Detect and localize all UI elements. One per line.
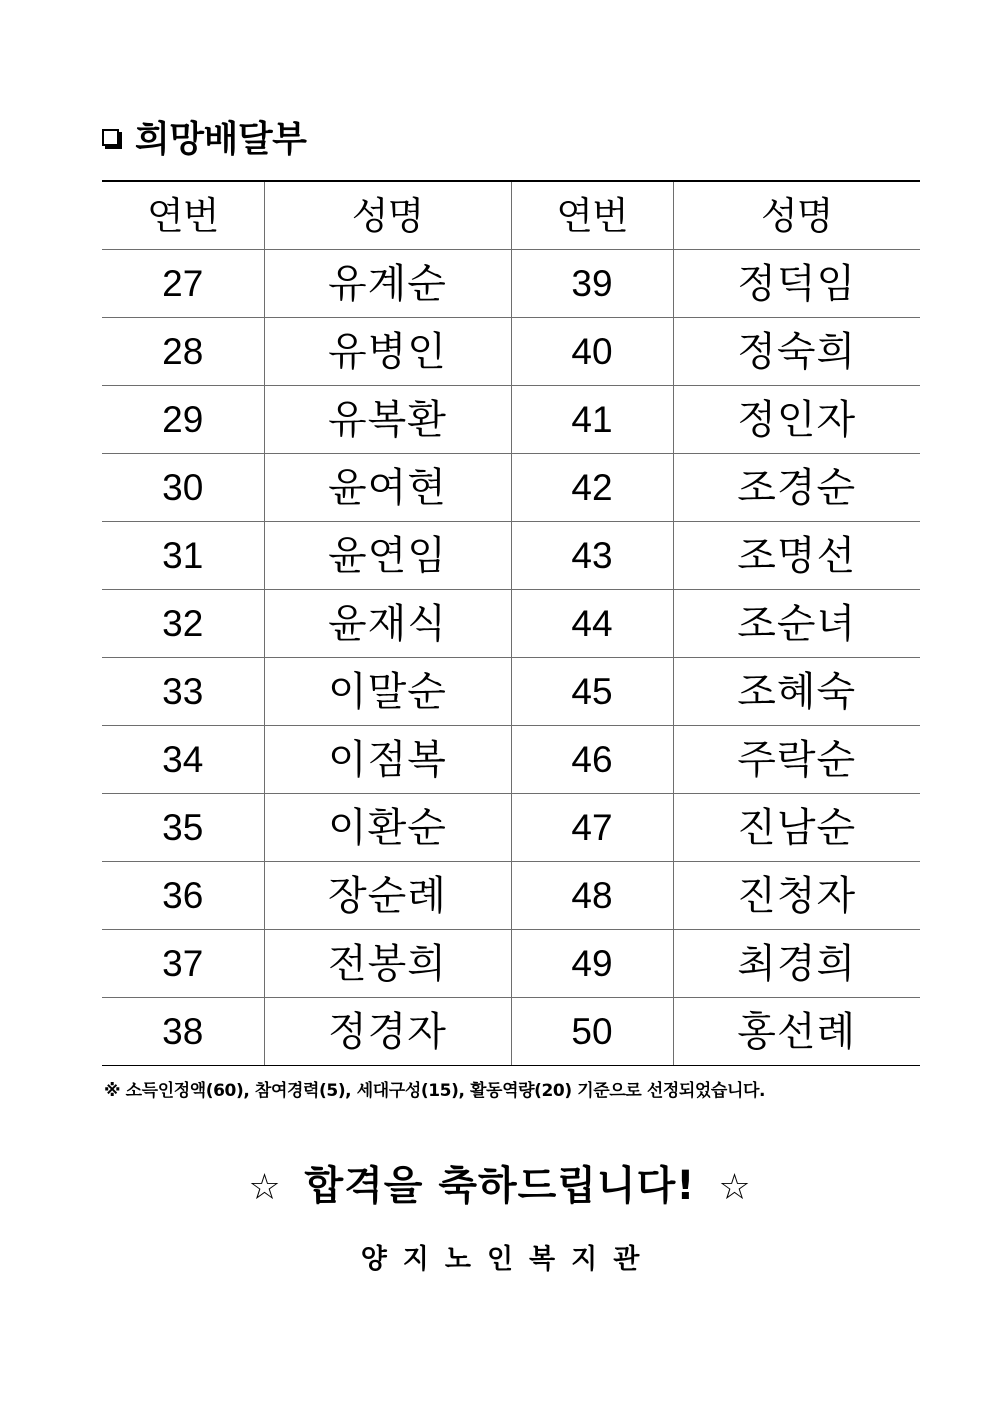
serial-number-cell: 36 (102, 862, 264, 930)
table-row (102, 318, 920, 386)
name-cell: 유계순 (264, 250, 511, 318)
table-row (102, 250, 920, 318)
serial-number-cell: 30 (102, 454, 264, 522)
serial-number-cell: 45 (511, 658, 673, 726)
header-name: 성명 (673, 181, 920, 250)
name-cell: 유병인 (264, 318, 511, 386)
table-row (102, 386, 920, 454)
name-cell: 조순녀 (673, 590, 920, 658)
serial-number-cell: 35 (102, 794, 264, 862)
serial-number-cell: 29 (102, 386, 264, 454)
section-title (102, 108, 306, 164)
table-row (102, 862, 920, 930)
name-cell: 정덕임 (673, 250, 920, 318)
table-row (102, 658, 920, 726)
star-icon: ☆ (248, 1167, 282, 1208)
name-cell: 윤연임 (264, 522, 511, 590)
name-cell: 최경희 (673, 930, 920, 998)
serial-number-cell: 40 (511, 318, 673, 386)
header-name: 성명 (264, 181, 511, 250)
serial-number-cell: 41 (511, 386, 673, 454)
organization-name: 양지노인복지관 (360, 1244, 656, 1275)
name-cell: 주락순 (673, 726, 920, 794)
selection-criteria-note: ※ 소득인정액(60), 참여경력(5), 세대구성(15), 활동역량(20) 기준으로 선정되었습니다. (104, 1081, 766, 1101)
name-cell: 진청자 (673, 862, 920, 930)
serial-number-cell: 43 (511, 522, 673, 590)
serial-number-cell: 34 (102, 726, 264, 794)
table-row (102, 454, 920, 522)
name-cell: 조명선 (673, 522, 920, 590)
table-header-row (102, 181, 920, 250)
name-cell: 조경순 (673, 454, 920, 522)
serial-number-cell: 46 (511, 726, 673, 794)
name-cell: 윤여현 (264, 454, 511, 522)
name-cell: 전봉희 (264, 930, 511, 998)
table-row (102, 522, 920, 590)
serial-number-cell: 39 (511, 250, 673, 318)
table-row (102, 794, 920, 862)
name-cell: 정경자 (264, 998, 511, 1066)
serial-number-cell: 31 (102, 522, 264, 590)
roster-table (102, 180, 920, 1066)
serial-number-cell: 28 (102, 318, 264, 386)
name-cell: 유복환 (264, 386, 511, 454)
serial-number-cell: 49 (511, 930, 673, 998)
table-row (102, 998, 920, 1066)
serial-number-cell: 42 (511, 454, 673, 522)
serial-number-cell: 27 (102, 250, 264, 318)
serial-number-cell: 44 (511, 590, 673, 658)
serial-number-cell: 48 (511, 862, 673, 930)
name-cell: 장순례 (264, 862, 511, 930)
name-cell: 이말순 (264, 658, 511, 726)
name-cell: 조혜숙 (673, 658, 920, 726)
name-cell: 진남순 (673, 794, 920, 862)
header-serial-number: 연번 (511, 181, 673, 250)
serial-number-cell: 50 (511, 998, 673, 1066)
table-row (102, 726, 920, 794)
name-cell: 정인자 (673, 386, 920, 454)
checkbox-square-icon (102, 129, 119, 146)
serial-number-cell: 38 (102, 998, 264, 1066)
congratulations-text: 합격을 축하드립니다! (304, 1163, 696, 1209)
name-cell: 이환순 (264, 794, 511, 862)
serial-number-cell: 47 (511, 794, 673, 862)
name-cell: 홍선례 (673, 998, 920, 1066)
table-row (102, 590, 920, 658)
congratulations-message (0, 1158, 1000, 1216)
serial-number-cell: 33 (102, 658, 264, 726)
name-cell: 윤재식 (264, 590, 511, 658)
serial-number-cell: 32 (102, 590, 264, 658)
section-title-text: 희망배달부 (135, 118, 307, 160)
name-cell: 정숙희 (673, 318, 920, 386)
serial-number-cell: 37 (102, 930, 264, 998)
name-cell: 이점복 (264, 726, 511, 794)
header-serial-number: 연번 (102, 181, 264, 250)
star-icon: ☆ (718, 1167, 752, 1208)
table-row (102, 930, 920, 998)
